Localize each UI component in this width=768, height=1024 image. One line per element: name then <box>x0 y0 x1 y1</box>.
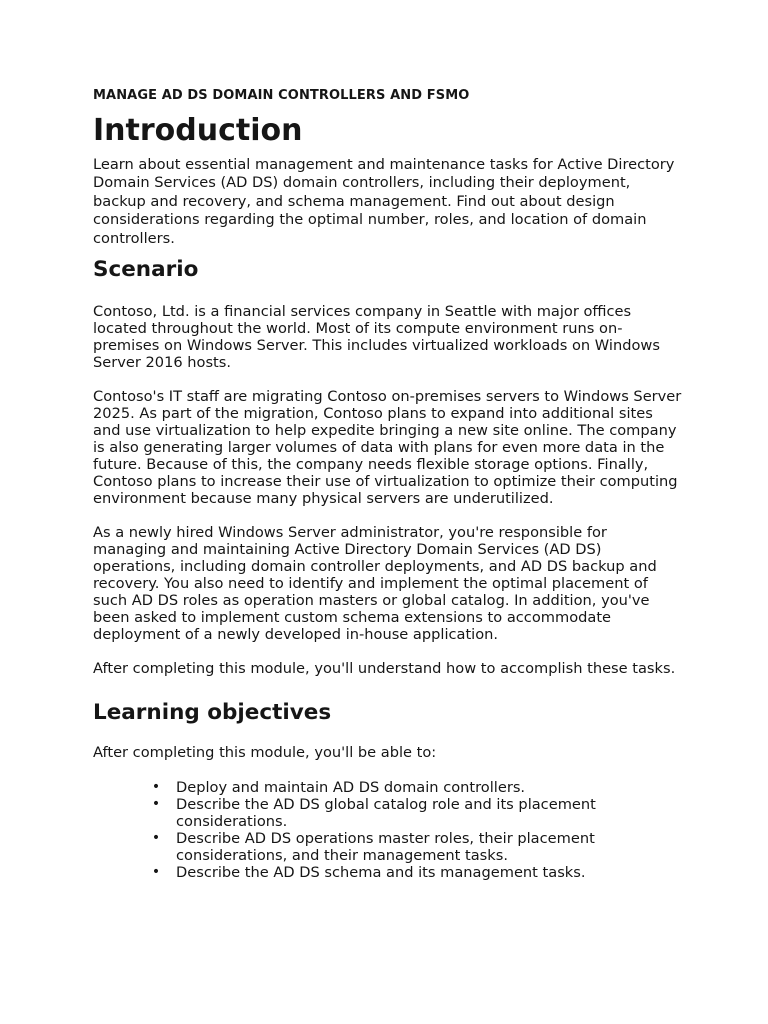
scenario-paragraph-1: Contoso, Ltd. is a financial services company in Seattle with major offices located throughout the world. Most of its compute environment runs on-premises on Windows Server. This includes virtualized workloads on Windows Server 2016 hosts. <box>93 303 660 372</box>
objective-item <box>151 864 683 882</box>
objective-item <box>151 796 683 831</box>
scenario-paragraph-3: As a newly hired Windows Server administrator, you're responsible for managing and maintaining Active Directory Domain Services (AD DS) operations, including domain controller deployments, and AD DS backup and recovery. You also need to identify and implement the optimal placement of such AD DS roles as operation masters or global catalog. In addition, you've been asked to implement custom schema extensions to accommodate deployment of a newly developed in-house application. <box>93 524 657 644</box>
objectives-intro: After completing this module, you'll be able to: <box>93 744 437 762</box>
objective-text: Deploy and maintain AD DS domain controllers. <box>176 779 526 797</box>
objective-text: Describe the AD DS schema and its management tasks. <box>176 864 586 882</box>
document-page <box>93 86 683 881</box>
bullet-icon: • <box>151 864 161 881</box>
objectives-list <box>93 779 683 881</box>
scenario-paragraph-4: After completing this module, you'll understand how to accomplish these tasks. <box>93 660 676 678</box>
scenario-paragraph-2: Contoso's IT staff are migrating Contoso on-premises servers to Windows Server 2025. As part of the migration, Contoso plans to expand into additional sites and use virtualization to help expedite bringing a new site online. The company is also generating larger volumes of data with plans for even more data in the future. Because of this, the company needs flexible storage options. Finally, Contoso plans to increase their use of virtualization to optimize their computing environment because many physical servers are underutilized. <box>93 388 682 508</box>
bullet-icon: • <box>151 796 161 813</box>
objective-item <box>151 779 683 797</box>
objective-text: Describe the AD DS global catalog role and its placement considerations. <box>176 796 596 831</box>
intro-paragraph: Learn about essential management and maintenance tasks for Active Directory Domain Services (AD DS) domain controllers, including their deployment, backup and recovery, and schema management. Find out about design considerations regarding the optimal number, roles, and location of domain controllers. <box>93 156 675 247</box>
objective-item <box>151 830 683 865</box>
bullet-icon: • <box>151 779 161 796</box>
module-eyebrow: MANAGE AD DS DOMAIN CONTROLLERS AND FSMO <box>93 88 470 103</box>
scenario-heading: Scenario <box>93 257 199 283</box>
bullet-icon: • <box>151 830 161 847</box>
page-title: Introduction <box>93 113 303 148</box>
objective-text: Describe AD DS operations master roles, their placement considerations, and their management tasks. <box>176 830 595 865</box>
learning-objectives-heading: Learning objectives <box>93 700 332 726</box>
